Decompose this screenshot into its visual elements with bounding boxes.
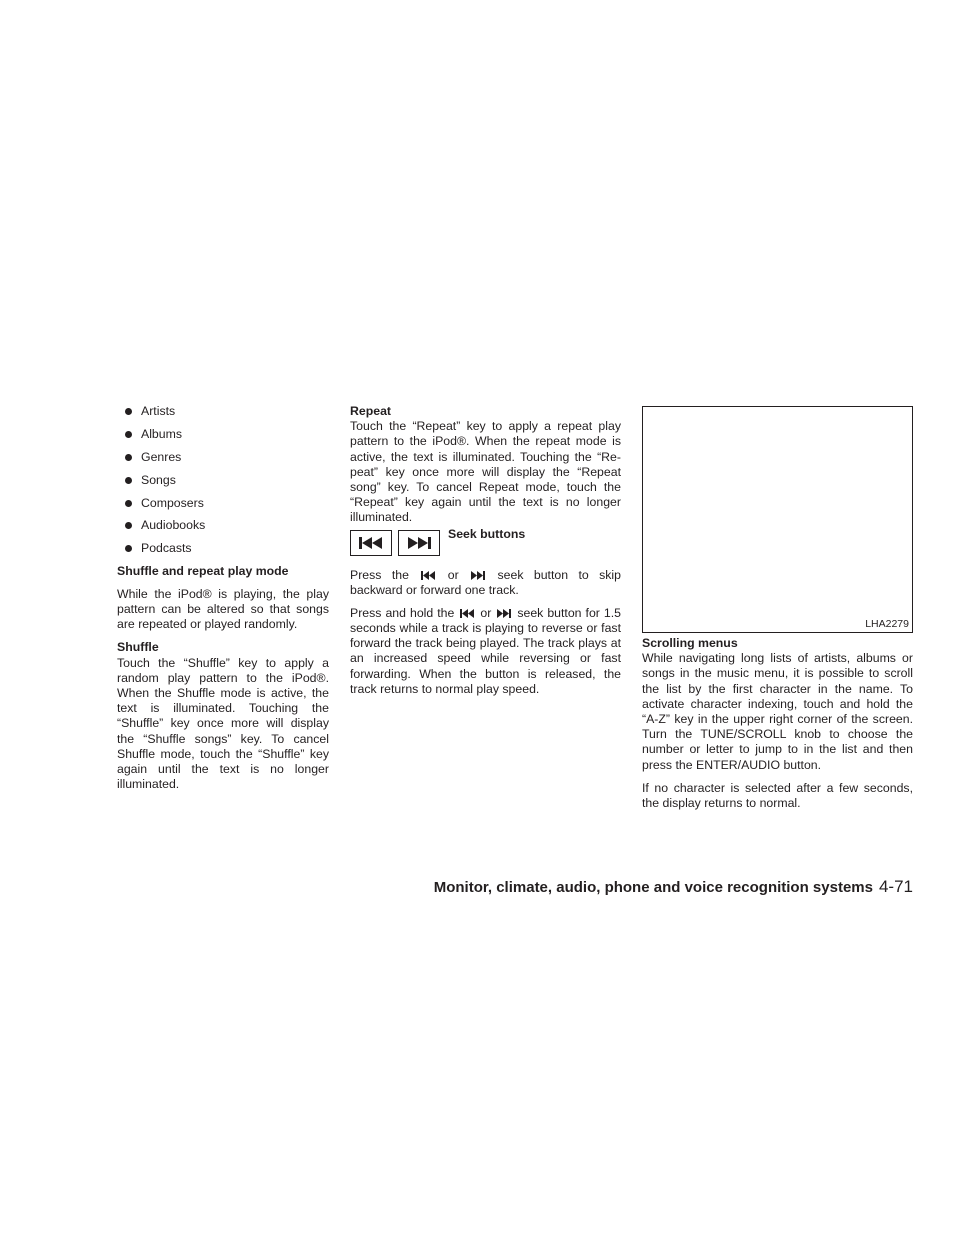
screen-illustration xyxy=(642,406,913,633)
bullet-icon xyxy=(125,408,132,415)
seek-press-text-end: seek button to skip backward or forward one track. xyxy=(350,567,621,597)
or-text: or xyxy=(480,605,492,620)
bullet-icon xyxy=(125,454,132,461)
right-column xyxy=(642,406,913,819)
skip-previous-icon xyxy=(359,537,383,549)
shuffle-repeat-paragraph: While the iPod® is playing, the play pattern can be altered so that songs are repeated or played randomly. xyxy=(117,587,329,632)
browse-categories-list xyxy=(117,404,329,556)
shuffle-heading: Shuffle xyxy=(117,640,159,655)
list-item-label: Artists xyxy=(141,404,176,418)
scrolling-menus-heading: Scrolling menus xyxy=(642,636,738,650)
list-item xyxy=(125,496,329,511)
figure-code: LHA2279 xyxy=(865,618,909,630)
bullet-icon xyxy=(125,431,132,438)
scrolling-menus-paragraph-2: If no character is selected after a few seconds, the display returns to normal. xyxy=(642,780,913,810)
skip-next-icon xyxy=(471,571,485,580)
shuffle-paragraph: Touch the “Shuffle” key to apply a random play pattern to the iPod®. When the Shuffle mode is active, the text is illuminated. Touching the “Shuffle” key once more will display the “Shuffle songs” key. To cancel Shuffle mode, touch the “Shuffle” key again until the text is no longer illuminated. xyxy=(117,655,329,792)
seek-hold-text-end: seek button for 1.5 seconds while a track is playing to reverse or fast forward the track being played. The track plays at an increased speed while reversing or fast forwarding. When the button is released, the track returns to normal play speed. xyxy=(350,605,621,696)
list-item-label: Albums xyxy=(141,426,183,441)
list-item xyxy=(125,427,329,442)
skip-previous-icon xyxy=(421,571,435,580)
skip-previous-icon xyxy=(460,609,474,618)
or-text: or xyxy=(447,567,459,582)
seek-press-paragraph xyxy=(350,568,621,598)
page-number: 4-71 xyxy=(878,877,913,896)
skip-next-icon xyxy=(497,609,511,618)
scrolling-menus-paragraph: While navigating long lists of artists, albums or songs in the music menu, it is possible to scroll the list by the first character in the name. To activate character indexing, touch and hold the “A-Z” key in the upper right corner of the screen. Turn the TUNE/SCROLL knob to choose the number or letter to jump to in the list and then press the ENTER/AUDIO button. xyxy=(642,651,913,772)
bullet-icon xyxy=(125,545,132,552)
repeat-heading: Repeat xyxy=(350,404,392,418)
seek-hold-paragraph xyxy=(350,606,621,697)
list-item xyxy=(125,450,329,465)
seek-buttons-figure xyxy=(350,526,621,562)
page-footer xyxy=(434,879,913,895)
list-item xyxy=(125,473,329,488)
list-item xyxy=(125,404,329,419)
list-item-label: Genres xyxy=(141,449,182,464)
seek-buttons-label: Seek buttons xyxy=(448,526,526,541)
seek-hold-text: Press and hold the xyxy=(350,605,455,620)
list-item-label: Songs xyxy=(141,472,176,487)
list-item xyxy=(125,541,329,556)
seek-forward-button-illustration xyxy=(398,530,440,556)
repeat-paragraph: Touch the “Repeat” key to apply a repeat play pattern to the iPod®. When the repeat mode is active, the text is illuminated. Touching the “Re-peat” key once more will display the “Repeat song” key. To cancel Repeat mode, touch the “Repeat” key again until the text is no longer illuminated. xyxy=(350,419,621,525)
skip-next-icon xyxy=(407,537,431,549)
bullet-icon xyxy=(125,500,132,507)
shuffle-repeat-heading: Shuffle and repeat play mode xyxy=(117,564,289,579)
list-item-label: Composers xyxy=(141,495,204,510)
chapter-title: Monitor, climate, audio, phone and voice recognition systems xyxy=(433,879,873,896)
bullet-icon xyxy=(125,477,132,484)
middle-column xyxy=(350,404,621,705)
bullet-icon xyxy=(125,522,132,529)
seek-back-button-illustration xyxy=(350,530,392,556)
left-column xyxy=(117,404,329,800)
list-item-label: Audiobooks xyxy=(141,518,206,533)
list-item-label: Podcasts xyxy=(141,541,192,556)
seek-press-text: Press the xyxy=(350,567,409,582)
list-item xyxy=(125,518,329,533)
